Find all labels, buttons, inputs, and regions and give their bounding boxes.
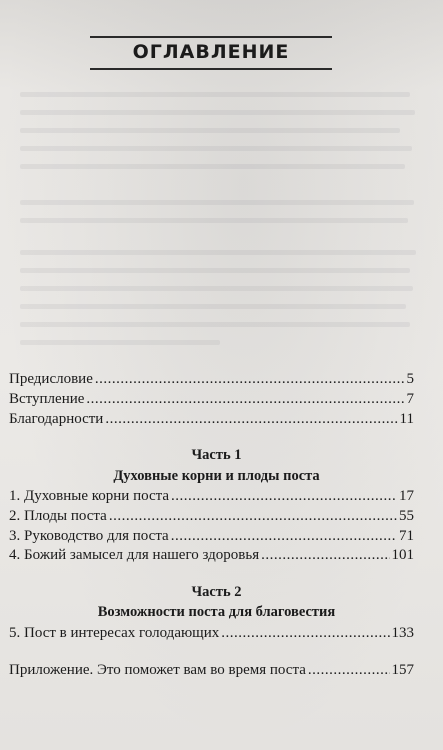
toc-entry-page: 17 — [399, 488, 414, 504]
bleed-through-line — [20, 250, 416, 255]
dot-leader — [261, 547, 389, 564]
toc-entry-label: Вступление — [9, 391, 85, 407]
toc-entry-label: Благодарности — [9, 411, 104, 427]
dot-leader — [308, 662, 390, 679]
toc-entry — [9, 547, 414, 564]
part-number: Часть 1 — [191, 447, 242, 463]
toc-entry — [9, 625, 414, 642]
page-title: ОГЛАВЛЕНИЕ — [132, 41, 290, 63]
title-top-rule — [90, 36, 332, 38]
toc-entry-label: 2. Плоды поста — [9, 508, 107, 524]
bleed-through-line — [20, 218, 408, 223]
bleed-through-line — [20, 304, 406, 309]
dot-leader — [95, 371, 405, 388]
dot-leader — [171, 528, 397, 545]
dot-leader — [109, 508, 397, 525]
part-number: Часть 2 — [191, 584, 242, 600]
part-title: Возможности поста для благовестия — [97, 604, 336, 620]
bleed-through-line — [20, 322, 410, 327]
toc-entry — [9, 391, 414, 408]
dot-leader — [221, 625, 389, 642]
toc-entry-page: 71 — [399, 528, 414, 544]
dot-leader — [105, 411, 397, 428]
part-title: Духовные корни и плоды поста — [113, 468, 320, 484]
toc-entry — [9, 411, 414, 428]
toc-entry-label: 3. Руководство для поста — [9, 528, 169, 544]
bleed-through-line — [20, 146, 412, 151]
toc-entry-page: 11 — [399, 411, 414, 427]
bleed-through-line — [20, 164, 405, 169]
toc-entry-label: 1. Духовные корни поста — [9, 488, 170, 504]
toc-entry-label: Предисловие — [9, 371, 93, 387]
toc-entry-page: 7 — [406, 391, 414, 407]
toc-entry-page: 157 — [391, 662, 414, 678]
toc-entry-label: 4. Божий замысел для нашего здоровья — [9, 547, 260, 563]
toc-entry — [9, 488, 414, 505]
toc-entry-label: 5. Пост в интересах голодающих — [9, 625, 220, 641]
toc-entry — [9, 371, 414, 388]
toc-entry-label: Приложение. Это поможет вам во время поста — [9, 662, 306, 678]
title-bottom-rule — [90, 68, 332, 70]
dot-leader — [171, 488, 397, 505]
toc-entry-page: 5 — [406, 371, 414, 387]
toc-entry-page: 55 — [399, 508, 414, 524]
dot-leader — [86, 391, 404, 408]
toc-entry-page: 133 — [391, 625, 414, 641]
toc-entry — [9, 528, 414, 545]
bleed-through-line — [20, 110, 415, 115]
bleed-through-line — [20, 92, 410, 97]
bleed-through-line — [20, 200, 414, 205]
toc-entry-page: 101 — [391, 547, 414, 563]
bleed-through-line — [20, 286, 413, 291]
toc-entry-appendix — [9, 662, 414, 679]
bleed-through-line — [20, 268, 410, 273]
toc-entry — [9, 508, 414, 525]
bleed-through-line — [20, 340, 220, 345]
bleed-through-line — [20, 128, 400, 133]
